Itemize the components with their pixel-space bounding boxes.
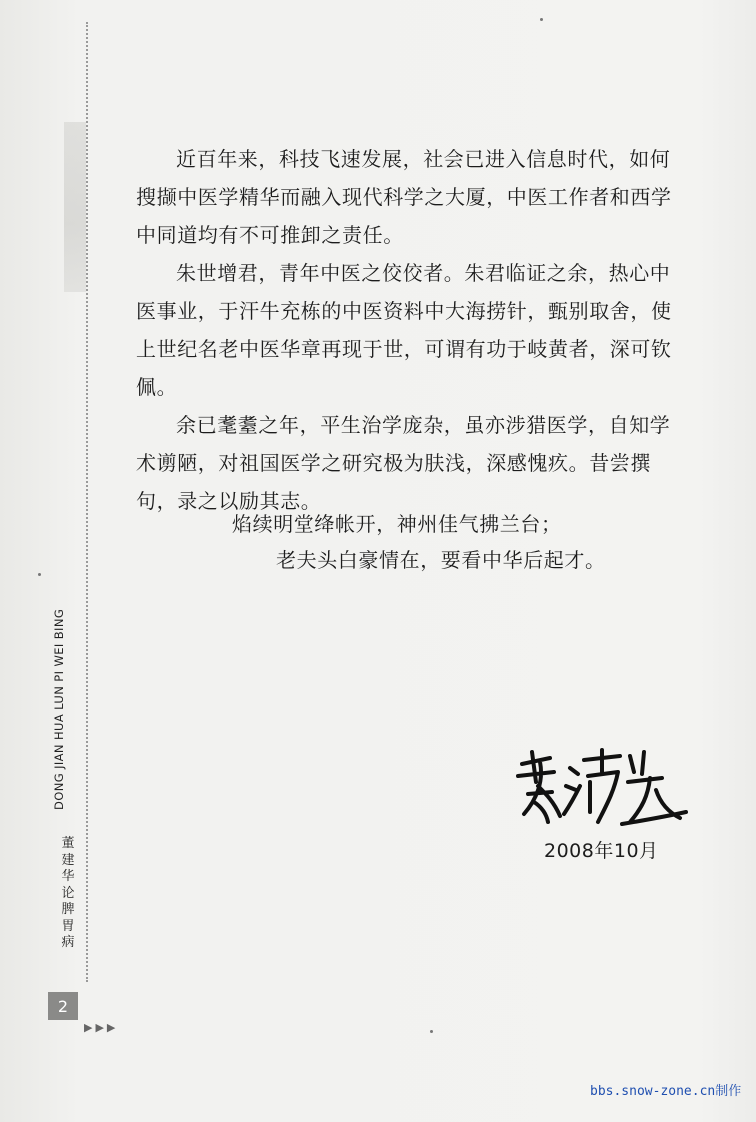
scan-speck: [430, 1030, 433, 1033]
scan-speck: [540, 18, 543, 21]
poem-line: 老夫头白豪情在，要看中华后起才。: [276, 548, 606, 572]
spine-chinese-title: 董建华论脾胃病: [61, 836, 75, 950]
paragraph: 近百年来，科技飞速发展，社会已进入信息时代，如何搜撷中医学精华而融入现代科学之大厦，中医工作者和西学中同道均有不可推卸之责任。: [136, 147, 672, 247]
date: 2008年10月: [544, 840, 659, 862]
handwritten-signature: [510, 742, 690, 830]
binding-dotted-line: [86, 22, 88, 982]
preface-body: [136, 140, 676, 520]
paragraph: 朱世增君，青年中医之佼佼者。朱君临证之余，热心中医事业，于汗牛充栋的中医资料中大海捞针，甄别取舍，使上世纪名老中医华章再现于世，可谓有功于岐黄者，深可钦佩。: [136, 261, 672, 399]
paragraph: 余已耄耋之年，平生治学庞杂，虽亦涉猎医学，自知学术谫陋，对祖国医学之研究极为肤浅，深感愧疚。昔尝撰句，录之以励其志。: [136, 413, 671, 513]
watermark: bbs.snow-zone.cn制作: [590, 1084, 742, 1099]
scan-speck: [38, 573, 41, 576]
spine-latin-title: DONG JIAN HUA LUN PI WEI BING: [52, 608, 66, 810]
arrow-icons: ▶▶▶: [84, 1021, 119, 1034]
bleed-through-shadow: [64, 122, 86, 292]
poem-line: 焰续明堂绛帐开，神州佳气拂兰台；: [232, 512, 562, 536]
page-number: 2: [48, 992, 78, 1020]
